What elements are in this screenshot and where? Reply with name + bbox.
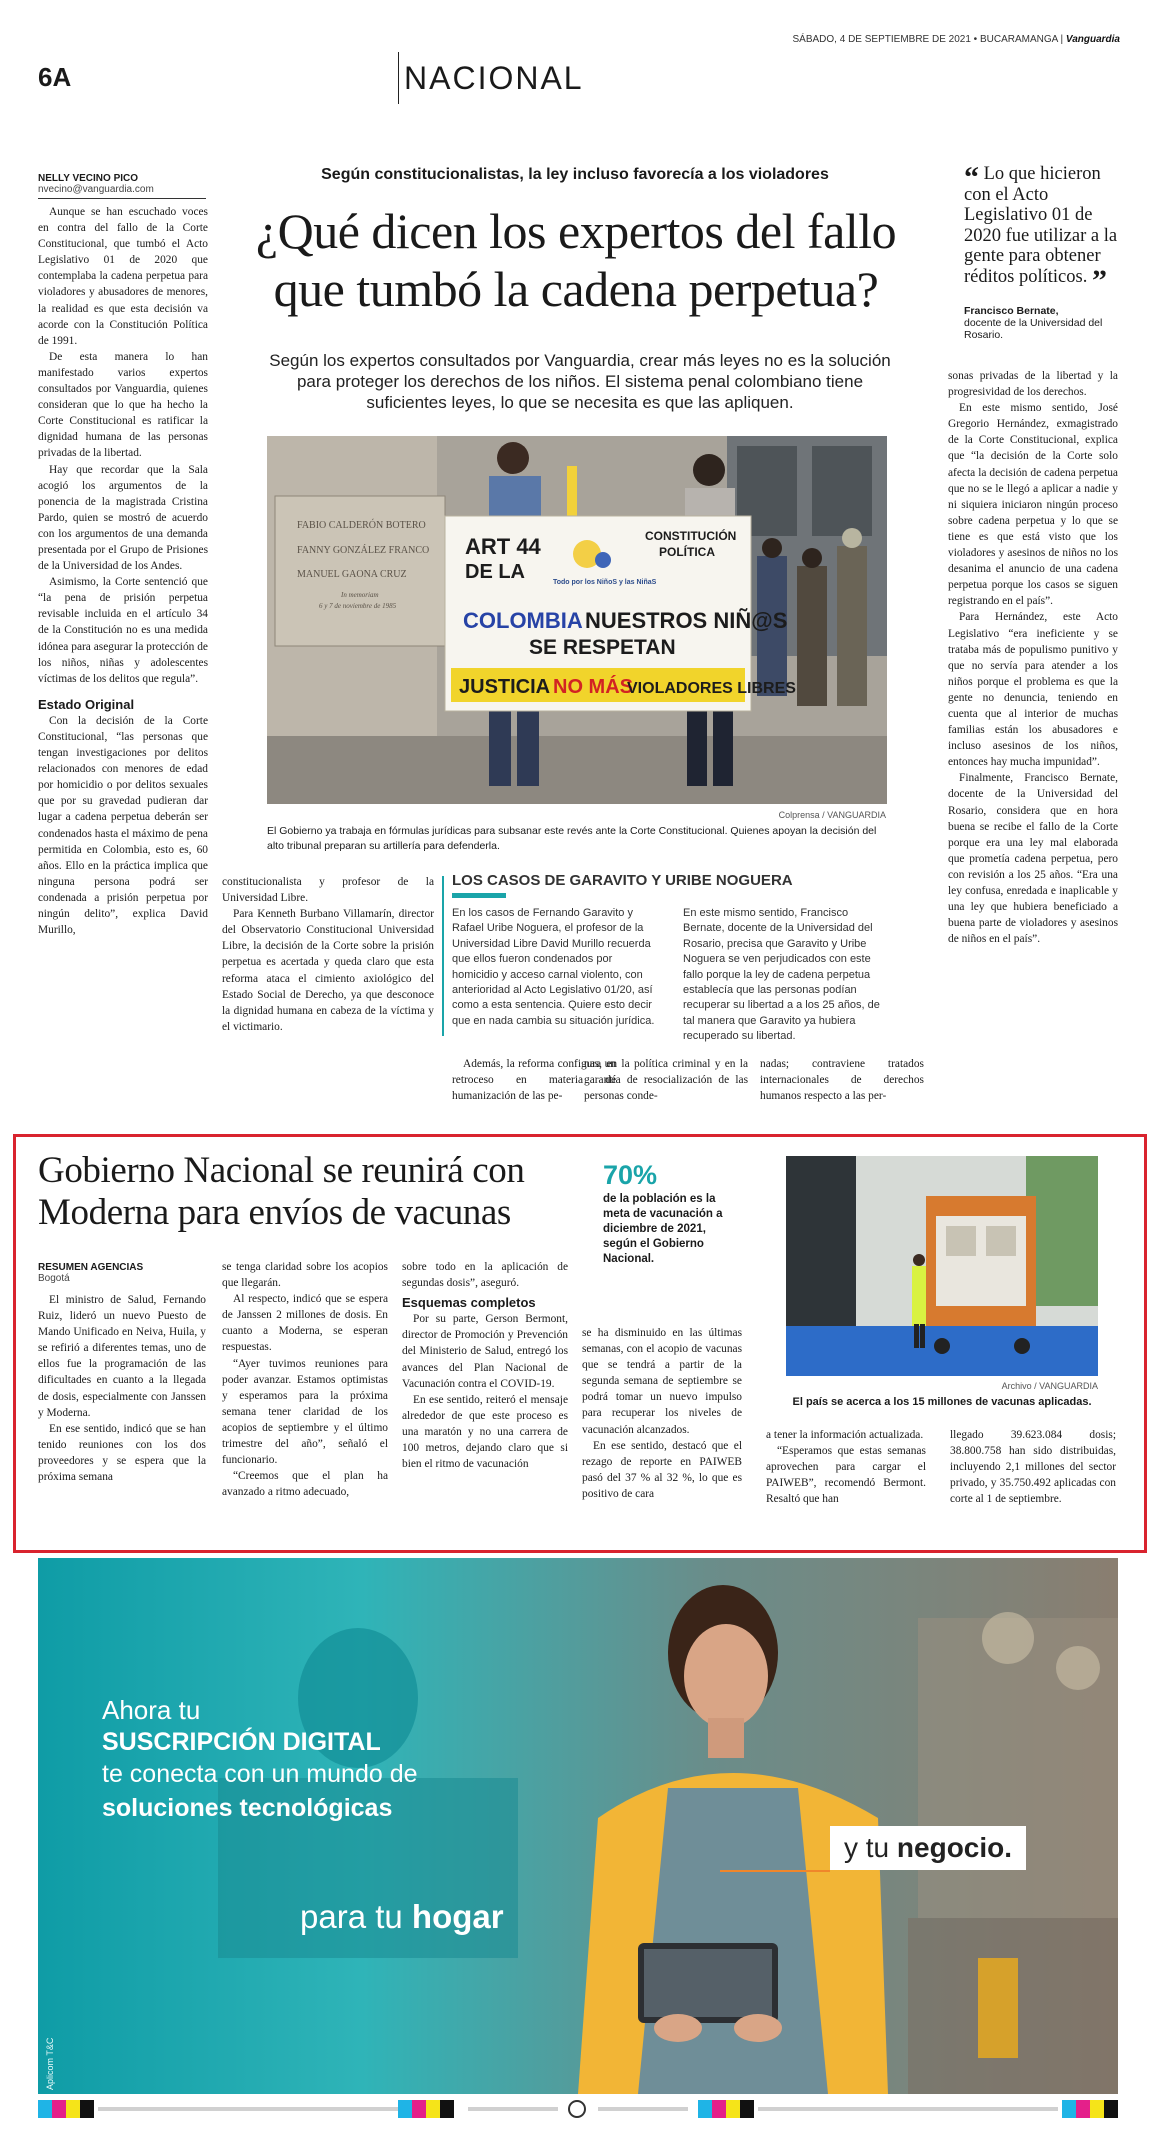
protest-photo [267, 436, 887, 804]
paper-name: Vanguardia [1065, 34, 1120, 45]
ad-line: te conecta con un mundo de [102, 1760, 418, 1788]
plaque-line: FABIO CALDERÓN BOTERO [297, 520, 426, 531]
paragraph: Finalmente, Francisco Bernate, docente de la Universidad del Rosario, considera que en hora buena se recibe el fallo de la Corte porque era una ley mal elaborada que prometía cadena perpetua, pero con revisión a los 25 años. “Era una ley confusa, enredada e inaplicable y una ley que hubiera beneficiado a buena parte de violadores y asesinos de niños en el país”. [948, 772, 1118, 946]
sidebar-box-column: En los casos de Fernando Garavito y Rafael Uribe Noguera, el profesor de la Universidad Libre David Murillo recuerda que ellos fueron condenados por homicidio y acceso carnal violento, con anterioridad al Acto Legislativo 01/20, así como a esta sentencia. Quiere esto decir que en nada cambia su situación jurídica. [452, 907, 655, 1027]
header-dateline: SÁBADO, 4 DE SEPTIEMBRE DE 2021 • BUCARAMANGA | Vanguardia [792, 34, 1120, 45]
paragraph: sobre todo en la aplicación de segundas dosis”, aseguró. [402, 1261, 568, 1290]
quote-attribution [964, 305, 1122, 341]
page-number: 6A [38, 62, 72, 92]
paragraph: “Ayer tuvimos reuniones para poder avanzar. Estamos optimistas y esperamos para la próxima semana tener claridad de los acopios de septiembre y el último trimestre del año”, señaló el funcionario. [222, 1357, 388, 1467]
banner-text: JUSTICIA [459, 676, 551, 698]
banner-text: COLOMBIA [463, 608, 583, 633]
banner-text: ART 44 [465, 534, 541, 559]
vaccine-truck-photo [786, 1156, 1098, 1376]
pull-quote: “ Lo que hicieron con el Acto Legislativo 01 de 2020 fue utilizar a la gente para obtener réditos políticos. ” [964, 161, 1118, 297]
article2-column-2 [222, 1259, 388, 1500]
ad-business-text: y tu negocio. [830, 1826, 1026, 1870]
paragraph: Para Kenneth Burbano Villamarín, director del Observatorio Constitucional Universidad Libre, la decisión de la Corte sobre la prisión perpetua es acertada y queda claro que esta reforma ataca el cimiento axiológico del Estado Social de Derecho, ya que desconoce la dignidad humana en cabeza de la víctima y el victimario. [222, 908, 434, 1033]
article2-headline: Gobierno Nacional se reunirá con Moderna para envíos de vacunas [38, 1150, 525, 1233]
plaque-line: In memoriam [341, 591, 379, 599]
banner-text: POLÍTICA [659, 545, 715, 559]
paragraph: nadas; contraviene tratados internacionales de derechos humanos respecto a las per- [760, 1058, 924, 1103]
paragraph: Hay que recordar que la Sala acogió los argumentos de la ponencia de la magistrada Cristina Pardo, quien se mostró de acuerdo con los argumentos de una demanda presentada por el Grupo de Prisiones de la Universidad de los Andes. [38, 463, 208, 573]
banner-text: NO MÁS [553, 676, 633, 698]
paragraph: constitucionalista y profesor de la Universidad Libre. [222, 876, 434, 905]
stat-text: de la población es la meta de vacunación a diciembre de 2021, según el Gobierno Nacional. [603, 1193, 723, 1265]
section-title: NACIONAL [404, 60, 584, 96]
paragraph: llegado 39.623.084 dosis; 38.800.758 han sido distribuidas, incluyendo 2,1 millones del sector privado, y 35.750.492 aplicadas con corte al 1 de septiembre. [950, 1429, 1116, 1506]
byline [38, 1262, 218, 1284]
photo-credit: Colprensa / VANGUARDIA [778, 810, 886, 820]
author-name: RESUMEN AGENCIAS [38, 1262, 144, 1273]
article-kicker: Según constitucionalistas, la ley incluso favorecía a los violadores [321, 166, 829, 183]
paragraph: Aunque se han escuchado voces en contra del fallo de la Corte Constitucional, que tumbó el Acto Legislativo 01 de 2020 que contemplaba la cadena perpetua para violadores y abusadores de menores, la realidad es que esta decisión va acorde con la Constitución Política de 1991. [38, 206, 208, 347]
box-accent-line [442, 876, 444, 1036]
paragraph: Para Hernández, este Acto Legislativo “era ineficiente y se trataba más de populismo punitivo y que no servía para atender a los niños porque el problema es que la gente no denuncia, teniendo en cuenta que al interior de muchas familias están los abusadores e incluso asesinos de los niños, entonces hay mucha impunidad”. [948, 611, 1118, 769]
article-column-3b [584, 1056, 748, 1104]
plaque-line: FANNY GONZÁLEZ FRANCO [297, 545, 430, 556]
paragraph: El ministro de Salud, Fernando Ruiz, lideró un nuevo Puesto de Mando Unificado en Neiva, Huila, y se refirió a diferentes temas, uno de ellos fue la programación de las dificultades en cuanto a la llegada de dosis, especialmente con Janssen y Moderna. [38, 1294, 206, 1419]
paragraph: sonas privadas de la libertad y la progresividad de los derechos. [948, 370, 1118, 399]
paragraph: a tener la información actualizada. [766, 1429, 924, 1441]
article-column-5 [948, 368, 1118, 1112]
plaque-line: 6 y 7 de noviembre de 1985 [319, 602, 397, 610]
subheading: Estado Original [38, 696, 135, 712]
byline-rule [38, 198, 206, 199]
article-column-4 [760, 1056, 924, 1104]
paragraph: Al respecto, indicó que se espera de Janssen 2 millones de dosis. En cuanto a Moderna, se esperan respuestas. [222, 1293, 388, 1354]
sidebar-box-column: En este mismo sentido, Francisco Bernate, docente de la Universidad del Rosario, precisa que Garavito y Uribe Noguera se ven perjudicados con este fallo porque la ley de cadena perpetua establecía que las personas podían recuperar su libertad a a los 25 años, de tal manera que Garavito ya hubiera recuperado su libertad. [683, 907, 880, 1043]
photo-credit: Archivo / VANGUARDIA [1001, 1381, 1098, 1391]
quote-author: Francisco Bernate, [964, 305, 1059, 317]
print-color-bar [38, 2100, 1118, 2118]
paragraph: Asimismo, la Corte sentenció que “la pena de prisión perpetua revisable incluida en el artículo 34 de la Constitución no es una medida idónea para asegurar la protección de los niños, niñas y adolescentes víctimas de los delitos que regula”. [38, 576, 208, 685]
paragraph: “Esperamos que estas semanas aprovechen para cargar el PAIWEB”, recomendó Bermont. Resaltó que han [766, 1445, 926, 1506]
article2-column-4 [582, 1325, 742, 1502]
ad-credit: Aplicom T&C [45, 2037, 55, 2090]
plaque-line: MANUEL GAONA CRUZ [297, 569, 407, 580]
protest-illustration [267, 436, 887, 804]
byline [38, 173, 208, 195]
sidebar-box-title: LOS CASOS DE GARAVITO Y URIBE NOGUERA [452, 872, 793, 889]
article2-column-5 [950, 1427, 1116, 1507]
article-column-1 [38, 204, 208, 1109]
photo-caption: El país se acerca a los 15 millones de vacunas aplicadas. [792, 1396, 1092, 1408]
paragraph: Además, la reforma configura un retroceso en materia de humanización de las pe- [452, 1058, 616, 1103]
paragraph: En ese sentido, destacó que el rezago de reporte en PAIWEB pasó del 37 % al 32 %, lo que es positivo de cara [582, 1439, 742, 1500]
paragraph: En ese sentido, indicó que se han tenido reuniones con los dos proveedores y se espera que la próxima semana [38, 1422, 206, 1484]
vaccine-truck-illustration [786, 1156, 1098, 1376]
ad-line: Ahora tu [102, 1695, 201, 1725]
paragraph: Con la decisión de la Corte Constitucional, “las personas que tengan investigaciones por delitos relacionados con menores de edad por homicidio o por delitos sexuales que por su gravedad pudieran dar lugar a cadena perpetua deberán ser condenados hasta el máximo de pena permitida en Colombia, esto es, 60 años. Ello en la práctica implica que ninguna persona podrá ser condenada a prisión perpetua por ningún delito”, explica David Murillo, [38, 714, 208, 937]
protest-banner [445, 516, 796, 711]
banner-text: Todo por los NiñoS y las NiñaS [553, 579, 657, 586]
ad-line: SUSCRIPCIÓN DIGITAL [102, 1728, 381, 1756]
ad-line: soluciones tecnológicas [102, 1794, 393, 1822]
paragraph: se ha disminuido en las últimas semanas, con el acopio de vacunas que se tendrá a partir de la segunda semana de septiembre se podrá tomar un nuevo impulso para recuperar los niveles de vacunación alcanzados. [582, 1327, 742, 1436]
subheading: Esquemas completos [402, 1295, 536, 1311]
author-name: NELLY VECINO PICO [38, 173, 139, 184]
paragraph: “Creemos que el plan ha avanzado a ritmo adecuado, [222, 1470, 388, 1499]
banner-text: NUESTROS NIÑ@S [585, 608, 788, 633]
paragraph: Por su parte, Gerson Bermont, director de Promoción y Prevención del Ministerio de Salud, entregó los avances del Plan Nacional de Vacunación contra el COVID-19. [402, 1313, 568, 1390]
paragraph: nas, en la política criminal y en la garantía de resocialización de las personas conde- [584, 1058, 748, 1103]
paragraph: En este mismo sentido, José Gregorio Hernández, exmagistrado de la Corte Constitucional, explica que “la decisión de la Corte solo afecta la decisión de cadena perpetua que no se le llegó a aplicar a nadie y ni siquiera iniciaron ningún proceso sobre cadena perpetua y lo que se tiene es que está visto que los violadores y asesinos de niños no los desanima el anuncio de una cadena perpetua porque los casos se siguen registrando en el país”. [948, 402, 1118, 608]
author-email[interactable]: nvecino@vanguardia.com [38, 184, 154, 195]
photo-caption: El Gobierno ya trabaja en fórmulas jurídicas para subsanar este revés ante la Corte Constitucional. Quienes apoyan la decisión del alto tribunal preparan su artillería para defenderla. [267, 825, 877, 852]
article2-column-1 [38, 1292, 206, 1485]
banner-text: VIOLADORES LIBRES [627, 680, 796, 697]
author-city: Bogotá [38, 1273, 70, 1284]
paragraph: se tenga claridad sobre los acopios que llegarán. [222, 1261, 388, 1290]
stat-number: 70% [603, 1160, 658, 1190]
banner-text: CONSTITUCIÓN [645, 529, 737, 543]
quote-role: docente de la Universidad del Rosario. [964, 317, 1103, 341]
article-column-2 [222, 874, 434, 1035]
article2-column-3 [402, 1259, 568, 1472]
ad-home-text: para tu hogar [300, 1898, 504, 1935]
banner-text: DE LA [465, 561, 525, 583]
article2-column-4b [766, 1427, 926, 1507]
box-accent-bar [452, 893, 506, 898]
article-deck: Según los expertos consultados por Vanguardia, crear más leyes no es la solución para proteger los derechos de los niños. El sistema penal colombiano tiene suficientes leyes, lo que se necesita es que las apliquen. [269, 351, 891, 412]
quote-close-icon: ” [1091, 263, 1107, 297]
article-headline: ¿Qué dicen los expertos del fallo que tumbó la cadena perpetua? [255, 203, 897, 317]
paragraph: De esta manera lo han manifestado varios expertos consultados por Vanguardia, quienes consideran que lo que ha hecho la Corte Constitucional es ratificar la dignidad humana de las personas privadas de la libertad. [38, 350, 208, 460]
paragraph: En ese sentido, reiteró el mensaje alrededor de que este proceso es una maratón y no una carrera de 100 metros, dejando claro que si bien el ritmo de vacunación [402, 1393, 568, 1471]
ad-pointer-line [720, 1870, 830, 1872]
section-divider [398, 52, 399, 104]
banner-text: SE RESPETAN [529, 636, 676, 659]
quote-open-icon: “ [964, 161, 979, 194]
